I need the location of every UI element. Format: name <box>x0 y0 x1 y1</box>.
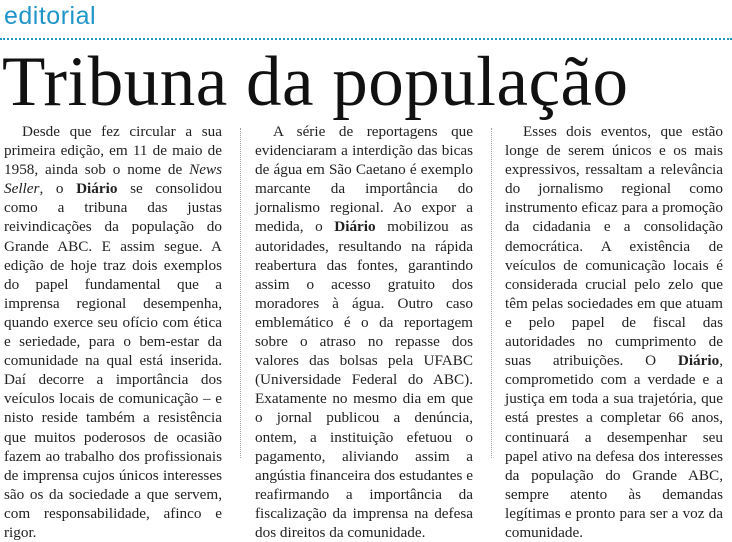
section-divider <box>0 38 732 40</box>
article-column-3 <box>505 122 723 542</box>
newspaper-name: Diário <box>76 180 118 198</box>
column-3-text-c: , comprometido com a verdade e a justiça em toda a sua trajetória, que está prestes a completar 66 anos, continuará a desempenhar seu papel ativo na defesa dos interesses da população do Grande ABC, sempre atento às demandas legítimas e pronto para ser a voz da comunidade. <box>505 352 723 541</box>
column-2-text: A série de reportagens que evidenciaram a interdição das bicas de água em São Caetano é exemplo marcante da importância do jornalismo regional. Ao expor a medida, o <box>255 123 473 236</box>
column-separator <box>240 128 241 458</box>
column-separator <box>491 128 492 458</box>
column-1-text: Desde que fez circular a sua primeira edição, em 11 de maio de 1958, ainda sob o nome de <box>4 123 222 179</box>
publication-name: News Seller <box>4 161 222 198</box>
newspaper-name: Diário <box>334 218 376 236</box>
headline: Tribuna da população <box>2 43 629 121</box>
section-label: editorial <box>4 2 97 30</box>
column-1-text-b: , o <box>39 180 77 198</box>
column-3-text: Esses dois eventos, que estão longe de serem únicos e os mais expressivos, ressaltam a relevância do jornalismo regional como instrumento eficaz para a promoção da cidadania e a consolidação democrática. A existência de veículos de comunicação locais é considerada crucial pelo zelo que têm pelas sociedades em que atuam e pelo papel de fiscal das autoridades no cumprimento de suas atribuições. O <box>505 123 723 370</box>
article-column-2 <box>255 122 473 542</box>
newspaper-name: Diário <box>677 352 720 370</box>
column-2-text-c: mobilizou as autoridades, resultando na rápida reabertura das fontes, garantindo assim o acesso gratuito dos moradores à água. Outro caso emblemático é o da reportagem sobre o atraso no repasse dos valores das bolsas pela UFABC (Universidade Federal do ABC). Exatamente no mesmo dia em que o jornal publicou a denúncia, ontem, a instituição efetuou o pagamento, aliviando assim a angústia financeira dos estudantes e reafirmando a importância da fiscalização da imprensa na defesa dos direitos da comunidade. <box>255 218 473 541</box>
article-column-1 <box>4 122 222 542</box>
column-1-text-c: se consolidou como a tribuna das justas reivindicações da população do Grande ABC. E assim segue. A edição de hoje traz dois exemplos do papel fundamental que a imprensa regional desempenha, quando exerce seu ofício com ética e seriedade, para o bem-estar da comunidade na qual está inserida. Daí decorre a importância dos veículos locais de comunicação – e nisto reside também a resistência que muitos poderosos de ocasião fazem ao trabalho dos profissionais de imprensa cujos únicos interesses são os da sociedade a que servem, com responsabilidade, afinco e rigor. <box>4 180 222 541</box>
